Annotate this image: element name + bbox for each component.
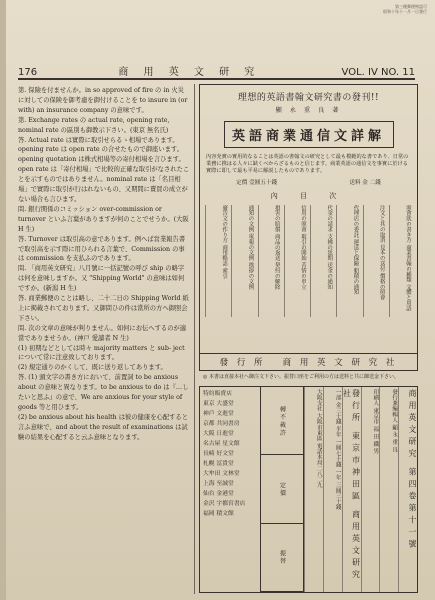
- qa-paragraph: (2) 規定通りのかくして、既に送り返してあります。: [18, 364, 167, 372]
- qa-paragraph: 問. 銀行関係のコミッション over-commission or turnover といふ言葉がありますが何のことでせうか。(大阪 H 生): [18, 205, 189, 233]
- ad-headline: 理想的英語書翰文研究書の發刊!!: [237, 93, 380, 103]
- qa-paragraph: (1) 初期などとしては時々 majority matters と sub- ject について常に注意致しております。: [18, 344, 185, 362]
- stamp-line: 昭和十年十一月一日發行: [383, 9, 427, 14]
- page-number: 176: [18, 67, 38, 78]
- table-of-contents: [205, 205, 412, 317]
- colophon-column: 一部 金三十錢 半年 一圓七十錢 一年 三圓三十錢: [323, 387, 342, 592]
- contents-column: 代金の請求 支拂の延期 送金の通知: [310, 205, 333, 317]
- order-note: ◎ 本書は直接本社へ御注文下さい。振替口座をご利用の方は送料と共に御送金下さい。: [203, 374, 399, 380]
- qa-paragraph: 答. Turnover は取引高の意であります。例へば営業報告書で取引高を示す際に用ひられる言葉で、Commission の事は commission を支払ふのであります。: [18, 235, 186, 263]
- shop-list-title: 特約販賣店: [203, 391, 232, 397]
- publisher-name: 商 用 英 文 研 究 社: [282, 358, 398, 368]
- book-postage: 送料 金 二錢: [349, 180, 381, 186]
- shop-item: 大阪 日進堂: [203, 431, 234, 437]
- shop-item: 東京 大盛堂: [203, 401, 234, 407]
- publisher-bar: [200, 353, 417, 368]
- shop-item: 名古屋 星文館: [203, 441, 240, 447]
- qa-paragraph: 答. (1) 頭文字の書き方において、前置詞 to be anxious about の意味と異なります。to be anxious to do は『…したいと思ふ』の意で、We are anxious for your style of goods 等と用ひます。: [18, 374, 189, 411]
- right-column: [199, 84, 418, 593]
- contents-column: 照會狀の書き方 商業書翰の種類 文體と用語: [389, 205, 412, 317]
- qa-paragraph: 問. 次の文章の意味が判りません。如何にお伝へするのが適當でありませうか。(神戸 愛讀者 N 生): [18, 324, 187, 342]
- shop-item: 福岡 積文館: [203, 511, 234, 517]
- colophon-column: 印刷人 東京市 福 田 鐵 男: [361, 387, 380, 592]
- qa-paragraph: 第. Exchange rates の actual rate, opening rate, nominal rate の區別も御教示下さい。(東京 無名氏): [18, 116, 170, 134]
- shop-item: 仙台 金港堂: [203, 491, 234, 497]
- colophon-box: [199, 386, 418, 593]
- running-header: [18, 62, 415, 80]
- price-row: [200, 178, 417, 186]
- book-description: 內容充實の實用的なることは英語の書翰文の研究として最も模範的な書であり、日常の業務に携はる人々に缺くべからざるものと信じます。商業英語の通信文を事實に於ける實際に即して最も平易に解説したものであります。: [206, 154, 409, 174]
- magazine-title: 商 用 英 文 研 究: [118, 67, 261, 78]
- notice-box: 定 價: [261, 455, 303, 523]
- ad-author: 顯 永 重 良 著: [275, 107, 342, 114]
- contents-column: 信用の照會 取引の開始 苦情の申立: [284, 205, 307, 317]
- contents-column: 損害の賠償 商品の返送 契約の解除: [258, 205, 281, 317]
- qa-paragraph: 問. 「商用英文研究」八月號に一括記號の呼び ship の略字は何を意味しますか。又 "Shipping World" の意味は如何ですか。(新潟 H 生): [18, 265, 185, 293]
- contents-heading: 內 目 次: [270, 192, 347, 200]
- contents-column: 通知の文例 電報の文例 挨拶の文例: [231, 205, 254, 317]
- shop-list: [200, 387, 261, 592]
- shop-item: 長崎 好文堂: [203, 451, 234, 457]
- colophon-columns: [304, 387, 417, 592]
- qa-paragraph: (2) be anxious about his health は彼の健康を心配すると言ふ意味で、and about the result of examinations は試験の結果を心配すると云ふ意味となります。: [18, 413, 189, 441]
- qa-paragraph: 答. Actual rate は實際に取引せらるゝ相場であります。opening rate は open rate の合せたもので御座います。opening quotation は株式相場等の寄付相場を言ひます。open rate は「寄付相場」で比較的正確な取引がなされたことを示すものではありません。nominal rate は「名目相場」で實際に取引が行はれないもの、又期間に賣買の成立がない場合も言ひます。: [18, 136, 190, 203]
- notice-box: 轉 不 載 許: [261, 387, 303, 455]
- contents-column: 廣告文の作り方 商用略語 索引: [205, 205, 228, 317]
- page-edge: [0, 0, 6, 600]
- shop-item: 上海 至誠堂: [203, 481, 234, 487]
- volume-number: VOL. IV NO. 11: [341, 67, 415, 78]
- book-title: 英語商業通信文詳解: [224, 121, 394, 148]
- contents-column: 代理店の委託 運送と保險 船積の通知: [336, 205, 359, 317]
- notice-boxes: [261, 387, 304, 592]
- qa-paragraph: 答. 商業郵便のことは略し、二十二日の Shipping World 紙上に掲載されております。又御問ひの件は當所の方へ御照会下さい。: [18, 295, 189, 322]
- notice-box: 振 替: [261, 524, 303, 592]
- colophon-column: 發行所 東京市神田區 商用英文研究社: [342, 387, 361, 592]
- shop-item: 神戶 文進堂: [203, 411, 234, 417]
- colophon-column: 商用英文研究 第四卷第十一號: [398, 387, 417, 592]
- book-advertisement: [199, 84, 418, 371]
- colophon-column: 大阪支社 大阪市東區 電話本局二八二九: [304, 387, 323, 592]
- stamp-line: 第三種郵便物認可: [395, 4, 427, 9]
- qa-column: [18, 86, 190, 443]
- colophon-column: 發行兼編輯人 顯 永 重 良: [379, 387, 398, 592]
- contents-column: 注文と其の取消 見本の送付 價格の照會: [363, 205, 386, 317]
- shop-item: 金沢 宇都宮書店: [203, 501, 246, 507]
- shop-item: 大牟田 文林堂: [203, 471, 240, 477]
- qa-paragraph: 第. 保險を付ませんか。in so approved of fire の in 火災に対しての保険を御考慮を御付けることを to insure in (or with) an insurance company の意味です。: [18, 87, 188, 114]
- column-divider: [194, 84, 195, 594]
- shop-item: 札幌 冨貴堂: [203, 461, 234, 467]
- postal-stamp-text: [319, 4, 427, 14]
- shop-item: 京都 共同書房: [203, 421, 240, 427]
- publisher-label: 發 行 所: [219, 358, 266, 368]
- book-price: 定價 壹圓五十錢: [236, 180, 278, 186]
